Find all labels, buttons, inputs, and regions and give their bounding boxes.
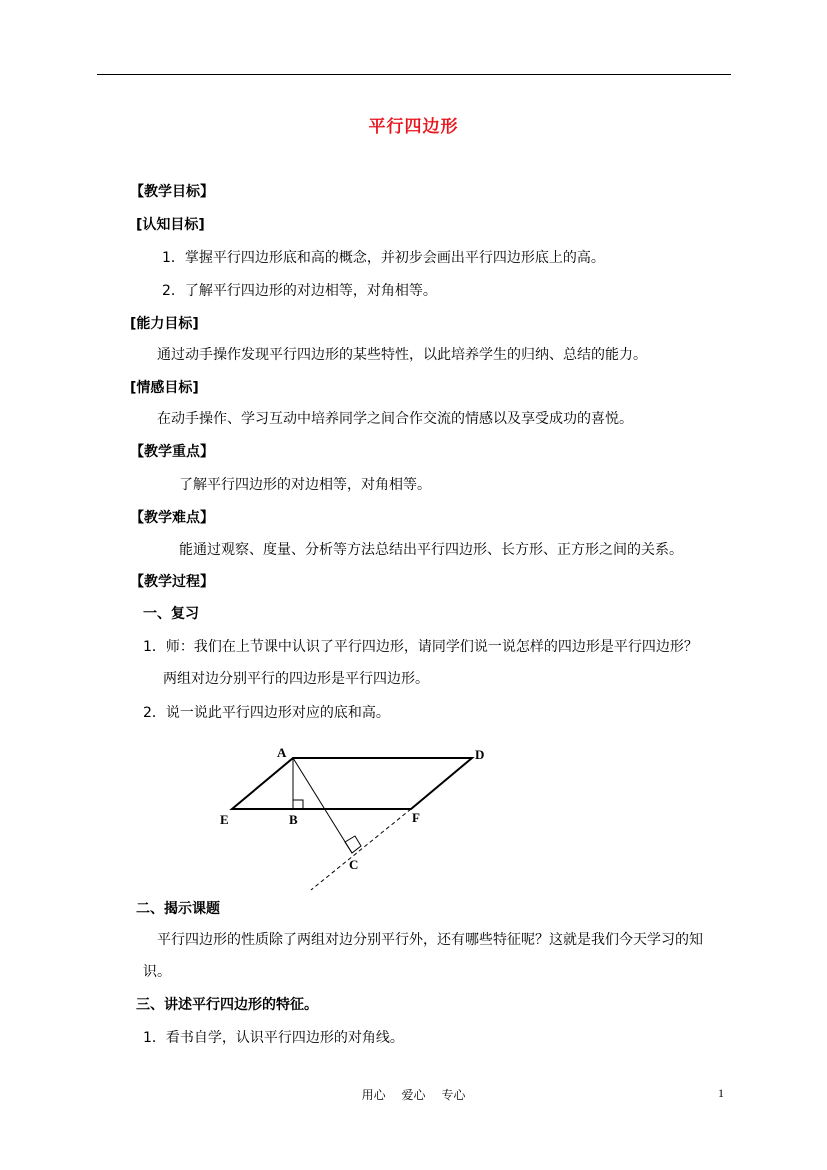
page-title: 平行四边形 <box>368 117 459 137</box>
key-text: 了解平行四边形的对边相等，对角相等。 <box>179 477 431 493</box>
footer-item: 爱心 <box>401 1088 426 1102</box>
ability-text: 通过动手操作发现平行四边形的某些特性，以此培养学生的归纳、总结的能力。 <box>157 347 647 363</box>
page-number: 1 <box>718 1086 724 1100</box>
topic-heading: 二、揭示课题 <box>136 901 220 917</box>
difficulty-heading: 【教学难点】 <box>130 510 214 526</box>
footer <box>0 1086 827 1103</box>
features-item-1: 1．看书自学，认识平行四边形的对角线。 <box>143 1030 404 1046</box>
difficulty-text: 能通过观察、度量、分析等方法总结出平行四边形、长方形、正方形之间的关系。 <box>179 542 683 558</box>
extension-line-fc <box>311 809 411 890</box>
topic-text-1: 平行四边形的性质除了两组对边分别平行外，还有哪些特征呢？这就是我们今天学习的知 <box>157 932 703 948</box>
label-d: D <box>475 747 485 762</box>
process-heading: 【教学过程】 <box>130 574 214 590</box>
emotion-text: 在动手操作、学习互动中培养同学之间合作交流的情感以及享受成功的喜悦。 <box>157 411 633 427</box>
footer-item: 专心 <box>441 1088 466 1102</box>
label-a: A <box>277 745 287 760</box>
label-e: E <box>220 812 229 827</box>
parallelogram-diagram <box>205 742 505 892</box>
review-item-1: 1．师：我们在上节课中认识了平行四边形，请同学们说一说怎样的四边形是平行四边形？ <box>143 639 698 655</box>
cognitive-item-2: 2．了解平行四边形的对边相等，对角相等。 <box>162 283 437 299</box>
emotion-heading: [情感目标] <box>130 380 199 396</box>
header-rule <box>97 74 731 75</box>
goals-heading: 【教学目标】 <box>130 184 214 200</box>
label-c: C <box>349 857 359 872</box>
review-heading: 一、复习 <box>143 606 199 622</box>
features-heading: 三、讲述平行四边形的特征。 <box>136 997 318 1013</box>
review-item-1-answer: 两组对边分别平行的四边形是平行四边形。 <box>163 671 429 687</box>
footer-item: 用心 <box>361 1088 386 1102</box>
cognitive-heading: [认知目标] <box>136 217 205 233</box>
label-f: F <box>412 810 420 825</box>
review-item-2: 2．说一说此平行四边形对应的底和高。 <box>143 705 390 721</box>
topic-text-2: 识。 <box>143 964 171 980</box>
right-angle-mark-b <box>293 800 303 809</box>
label-b: B <box>289 812 298 827</box>
height-line-ac <box>293 758 352 853</box>
ability-heading: [能力目标] <box>130 316 199 332</box>
cognitive-item-1: 1．掌握平行四边形底和高的概念，并初步会画出平行四边形底上的高。 <box>162 250 605 266</box>
right-angle-mark-c <box>345 836 361 853</box>
key-heading: 【教学重点】 <box>130 444 214 460</box>
parallelogram-shape <box>232 758 472 809</box>
